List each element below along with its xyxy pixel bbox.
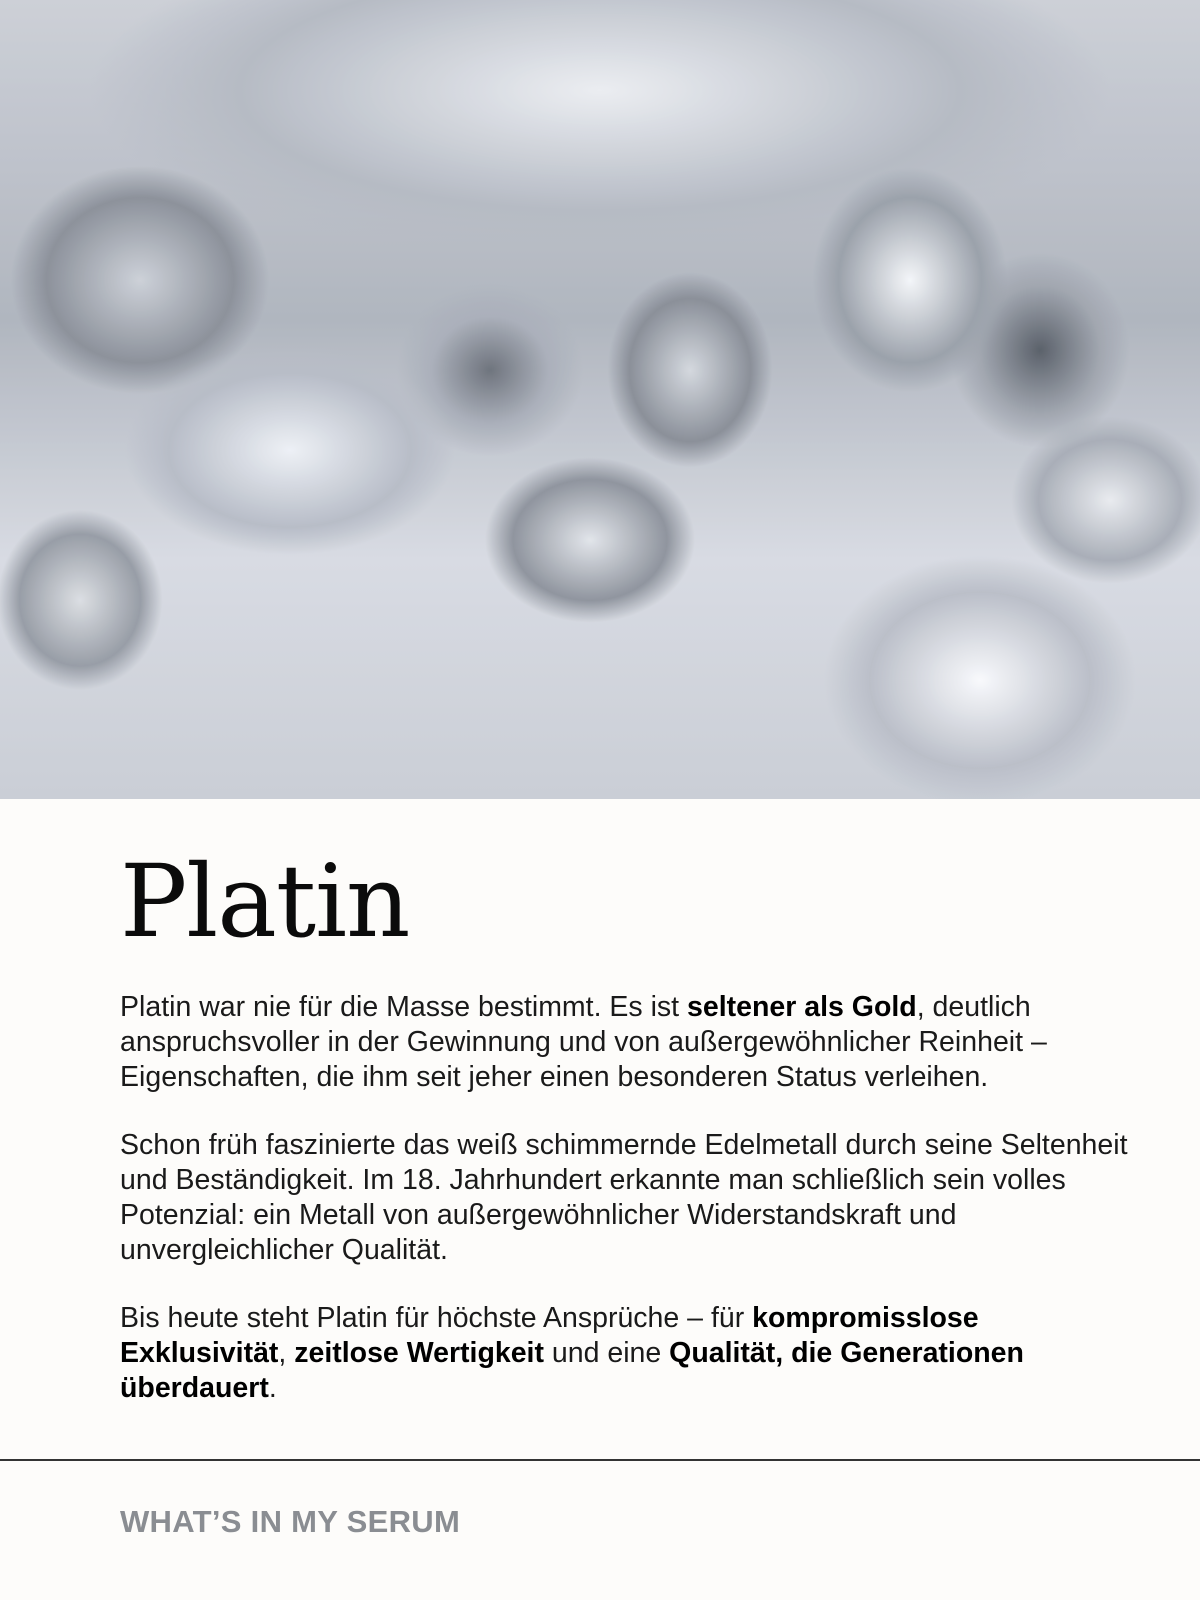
body-text xyxy=(120,990,1140,1439)
hero-photo-platinum xyxy=(0,0,1200,799)
footer-section-label: WHAT’S IN MY SERUM xyxy=(120,1504,461,1539)
text-segment: und eine xyxy=(543,1337,670,1369)
text-segment: Schon früh faszinierte das weiß schimmernde Edelmetall durch seine Seltenheit und Beständigkeit. Im 18. Jahrhundert erkannte man schließlich sein volles Potenzial: ein Metall von außergewöhnlicher Widerstandskraft und unvergleichlicher Qualität. xyxy=(120,1129,1128,1266)
text-segment: , deutlich anspruchsvoller in der Gewinnung und von außergewöhnlicher Reinheit – Eigenschaften, die ihm seit jeher einen besonderen Status verleihen. xyxy=(120,991,1047,1093)
emphasis-segment: seltener als Gold xyxy=(687,991,917,1023)
paragraph-3 xyxy=(120,1301,1140,1406)
paragraph-1 xyxy=(120,990,1140,1095)
text-segment: . xyxy=(268,1372,277,1404)
text-segment: , xyxy=(278,1337,295,1369)
divider xyxy=(0,1459,1200,1461)
emphasis-segment: zeitlose Wertigkeit xyxy=(294,1337,544,1369)
emphasis-segment: Qualität, die Generationen überdauert xyxy=(120,1337,1024,1404)
page-title: Platin xyxy=(120,843,410,960)
text-segment: Platin war nie für die Masse bestimmt. Es ist xyxy=(120,991,688,1023)
emphasis-segment: kompromisslose Exklusivität xyxy=(120,1302,979,1369)
text-segment: Bis heute steht Platin für höchste Ansprüche – für xyxy=(120,1302,753,1334)
paragraph-2 xyxy=(120,1128,1140,1268)
